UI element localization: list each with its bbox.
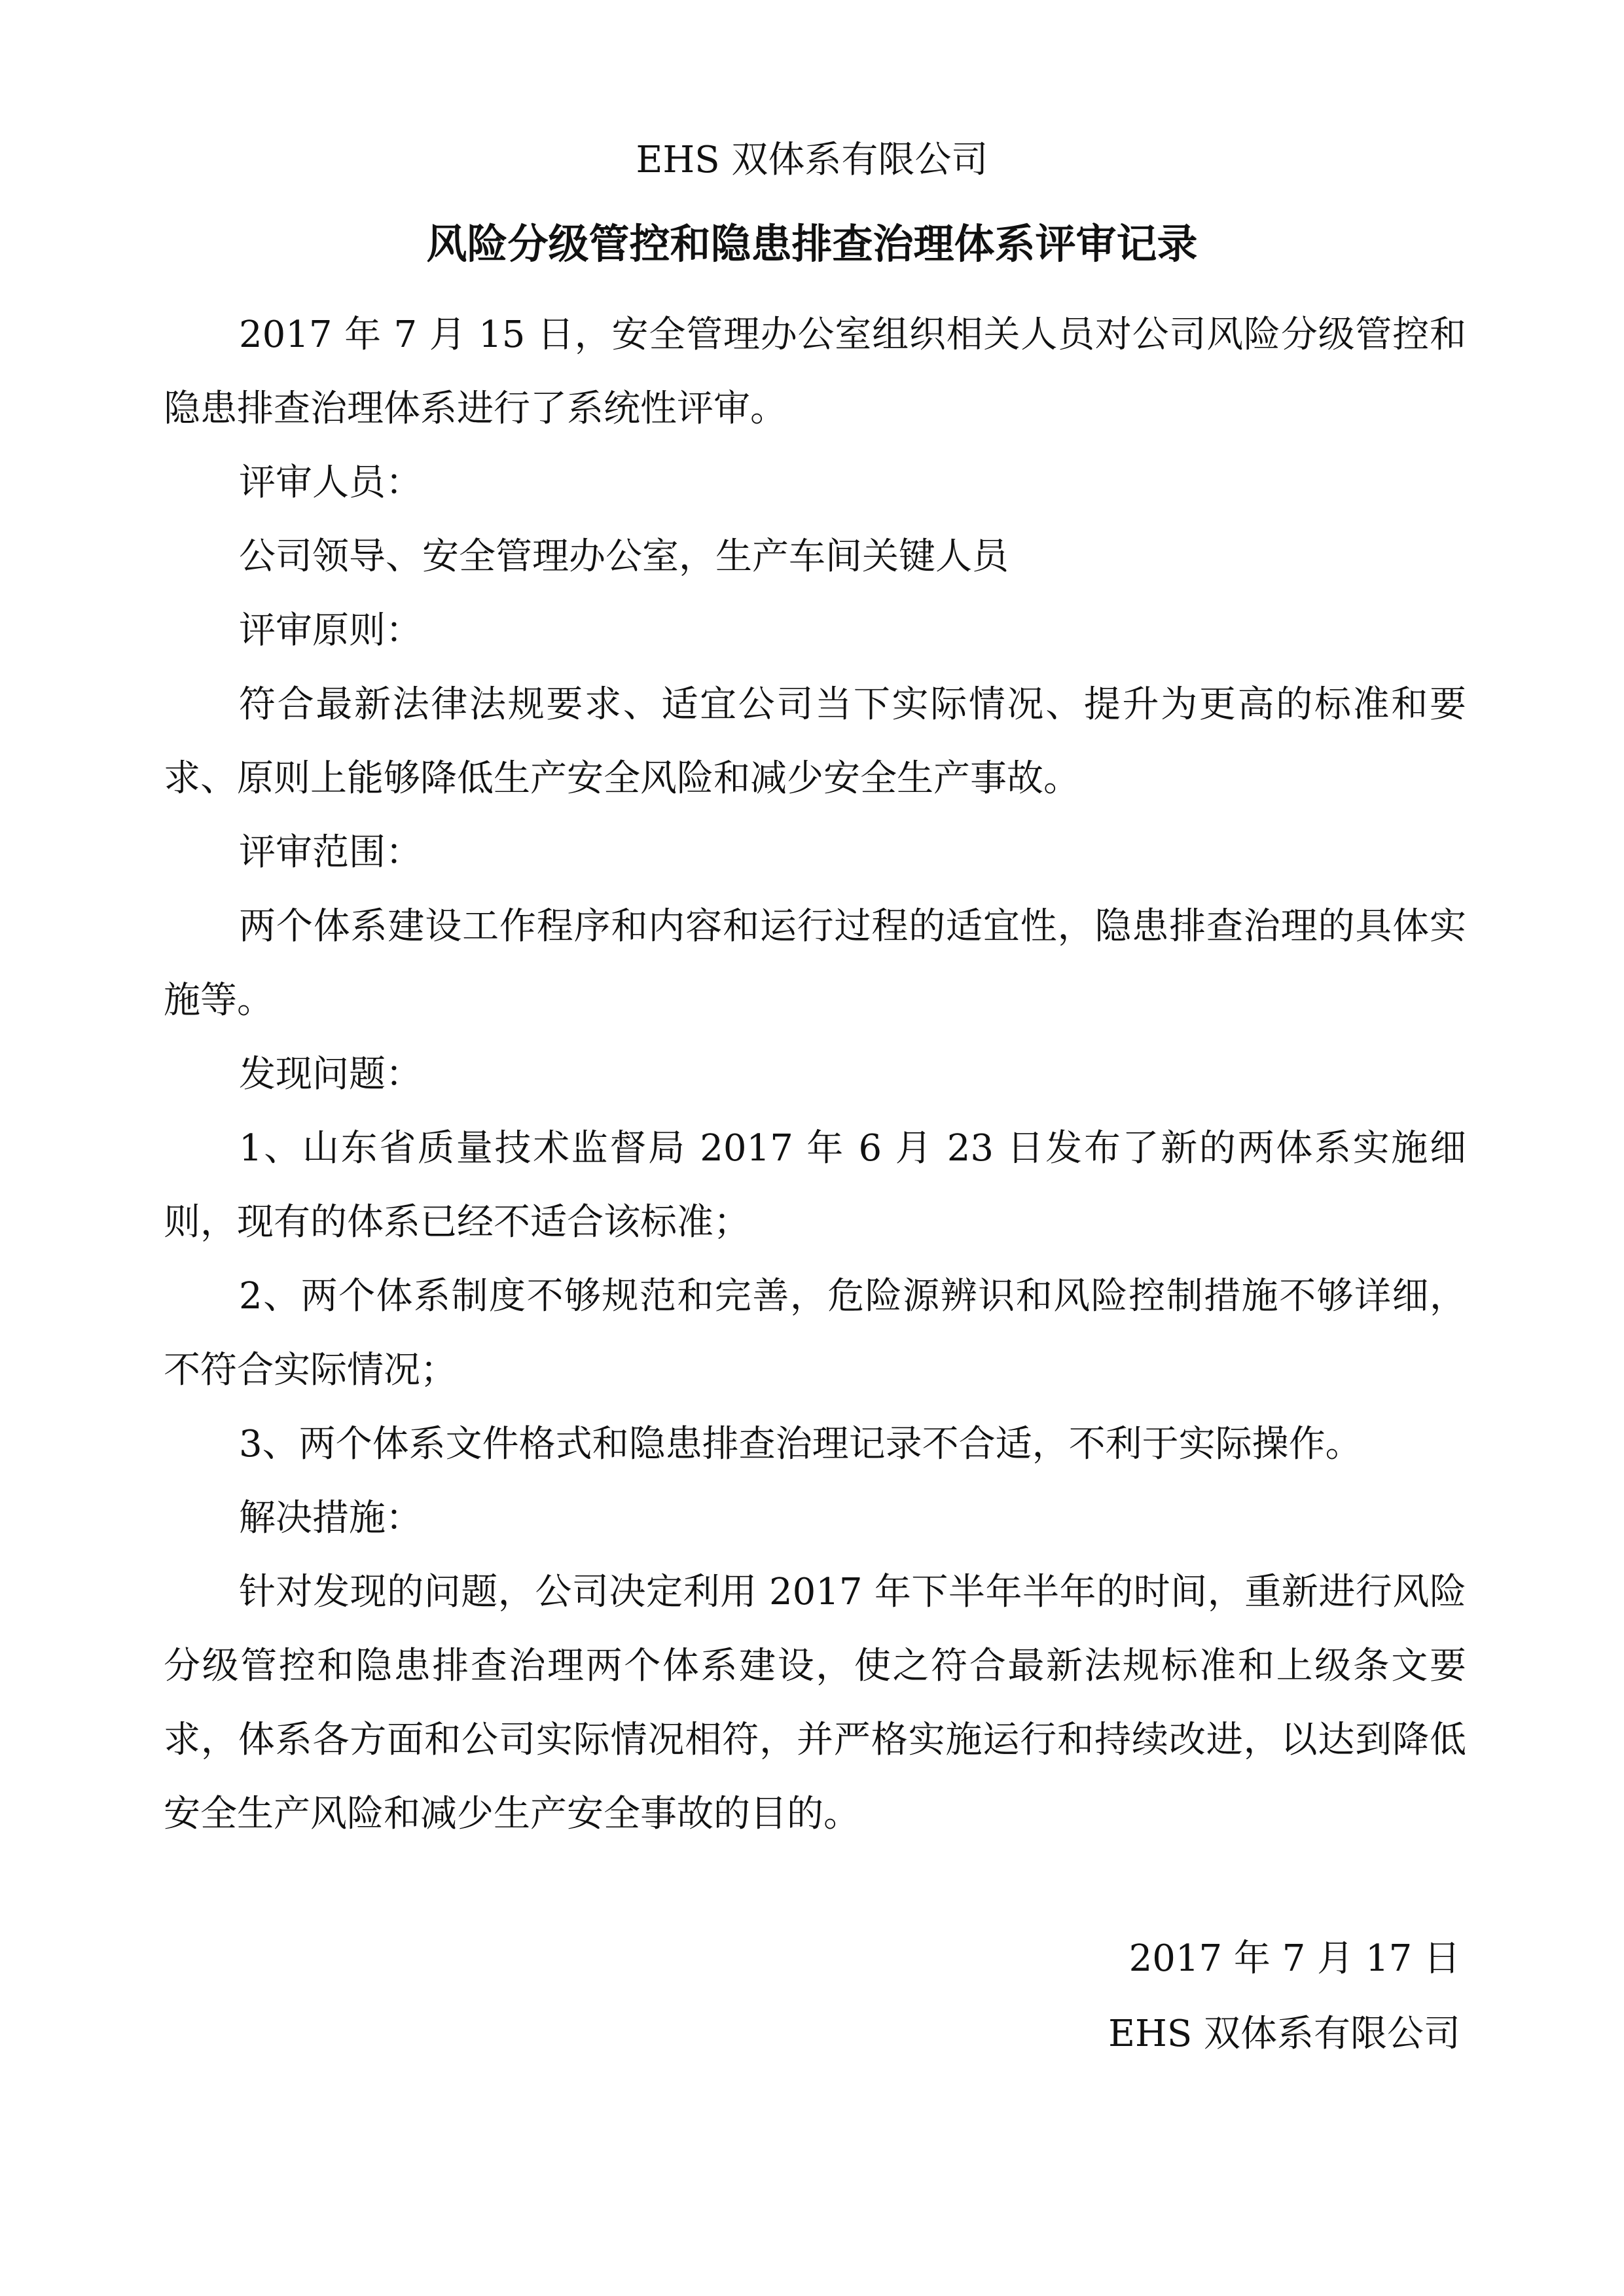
issue-item-3: 3、两个体系文件格式和隐患排查治理记录不合适，不利于实际操作。 [239, 1423, 1362, 1465]
document-title: 风险分级管控和隐患排查治理体系评审记录 [426, 220, 1198, 268]
scope-label: 评审范围： [239, 831, 422, 874]
closing-date: 2017 年 7 月 17 日 [1128, 1937, 1460, 1980]
principles-text: 符合最新法律法规要求、适宜公司当下实际情况、提升为更高的标准和要求、原则上能够降低生产安全风险和减少安全生产事故。 [164, 683, 1466, 800]
measures-text: 针对发现的问题，公司决定利用 2017 年下半年半年的时间，重新进行风险分级管控和隐患排查治理两个体系建设，使之符合最新法规标准和上级条文要求，体系各方面和公司实际情况相符，并严格实施运行和持续改进，以达到降低安全生产风险和减少生产安全事故的目的。 [164, 1571, 1466, 1835]
intro-paragraph: 2017 年 7 月 15 日，安全管理办公室组织相关人员对公司风险分级管控和隐患排查治理体系进行了系统性评审。 [164, 314, 1466, 430]
document-body [164, 298, 1466, 1851]
issues-label: 发现问题： [239, 1053, 422, 1096]
issue-item-2: 2、两个体系制度不够规范和完善，危险源辨识和风险控制措施不够详细，不符合实际情况； [164, 1275, 1466, 1391]
issue-item-1: 1、山东省质量技术监督局 2017 年 6 月 23 日发布了新的两体系实施细则，现有的体系已经不适合该标准； [164, 1127, 1466, 1244]
principles-label: 评审原则： [239, 609, 422, 652]
signature-block [1108, 1921, 1460, 2072]
scope-text: 两个体系建设工作程序和内容和运行过程的适宜性，隐患排查治理的具体实施等。 [164, 905, 1466, 1022]
organization-header: EHS 双体系有限公司 [636, 139, 988, 181]
measures-label: 解决措施： [239, 1497, 422, 1539]
closing-organization: EHS 双体系有限公司 [1108, 2013, 1460, 2055]
reviewers-text: 公司领导、安全管理办公室，生产车间关键人员 [239, 535, 1009, 578]
reviewers-label: 评审人员： [239, 461, 422, 504]
